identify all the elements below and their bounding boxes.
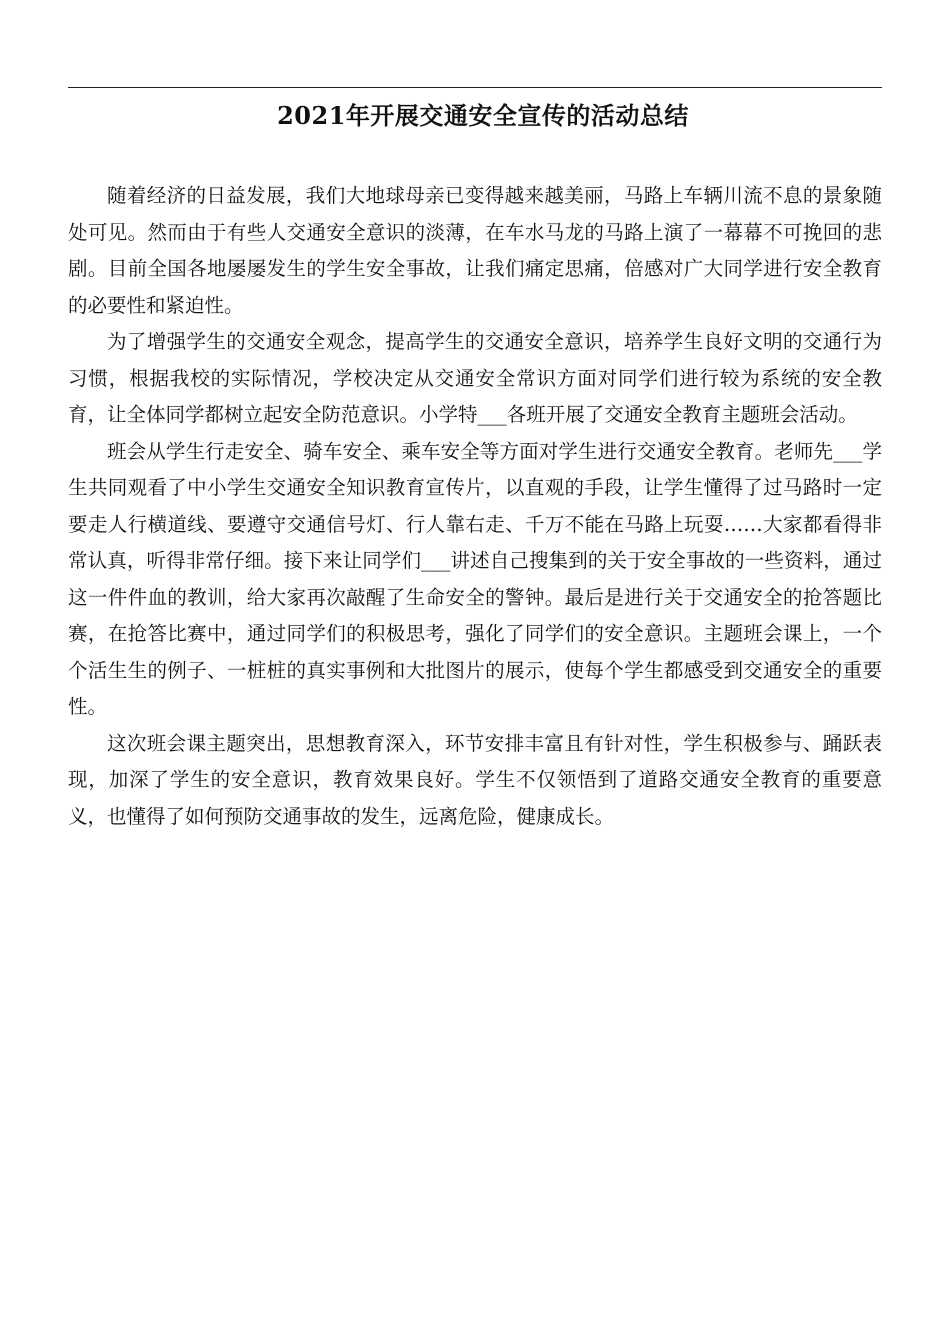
document-body	[68, 178, 882, 835]
paragraph-conclusion: 这次班会课主题突出，思想教育深入，环节安排丰富且有针对性，学生积极参与、踊跃表现，加深了学生的安全意识，教育效果良好。学生不仅领悟到了道路交通安全教育的重要意义，也懂得了如何预防交通事故的发生，远离危险，健康成长。	[68, 731, 882, 828]
paragraph-purpose: 为了增强学生的交通安全观念，提高学生的交通安全意识，培养学生良好文明的交通行为习惯，根据我校的实际情况，学校决定从交通安全常识方面对同学们进行较为系统的安全教育，让全体同学都树立起安全防范意识。小学特___各班开展了交通安全教育主题班会活动。	[68, 330, 882, 426]
header-rule	[68, 87, 882, 88]
paragraph-intro: 随着经济的日益发展，我们大地球母亲已变得越来越美丽，马路上车辆川流不息的景象随处可见。然而由于有些人交通安全意识的淡薄，在车水马龙的马路上演了一幕幕不可挽回的悲剧。目前全国各地屡屡发生的学生安全事故，让我们痛定思痛，倍感对广大同学进行安全教育的必要性和紧迫性。	[68, 184, 882, 317]
document-title: 2021年开展交通安全宣传的活动总结	[277, 101, 689, 130]
paragraph-class-meeting: 班会从学生行走安全、骑车安全、乘车安全等方面对学生进行交通安全教育。老师先___学生共同观看了中小学生交通安全知识教育宣传片，以直观的手段，让学生懂得了过马路时一定要走人行横道线、要遵守交通信号灯、行人靠右走、千万不能在马路上玩耍……大家都看得非常认真，听得非常仔细。接下来让同学们___讲述自己搜集到的关于安全事故的一些资料，通过这一件件血的教训，给大家再次敲醒了生命安全的警钟。最后是进行关于交通安全的抢答题比赛，在抢答比赛中，通过同学们的积极思考，强化了同学们的安全意识。主题班会课上，一个个活生生的例子、一桩桩的真实事例和大批图片的展示，使每个学生都感受到交通安全的重要性。	[68, 439, 882, 718]
